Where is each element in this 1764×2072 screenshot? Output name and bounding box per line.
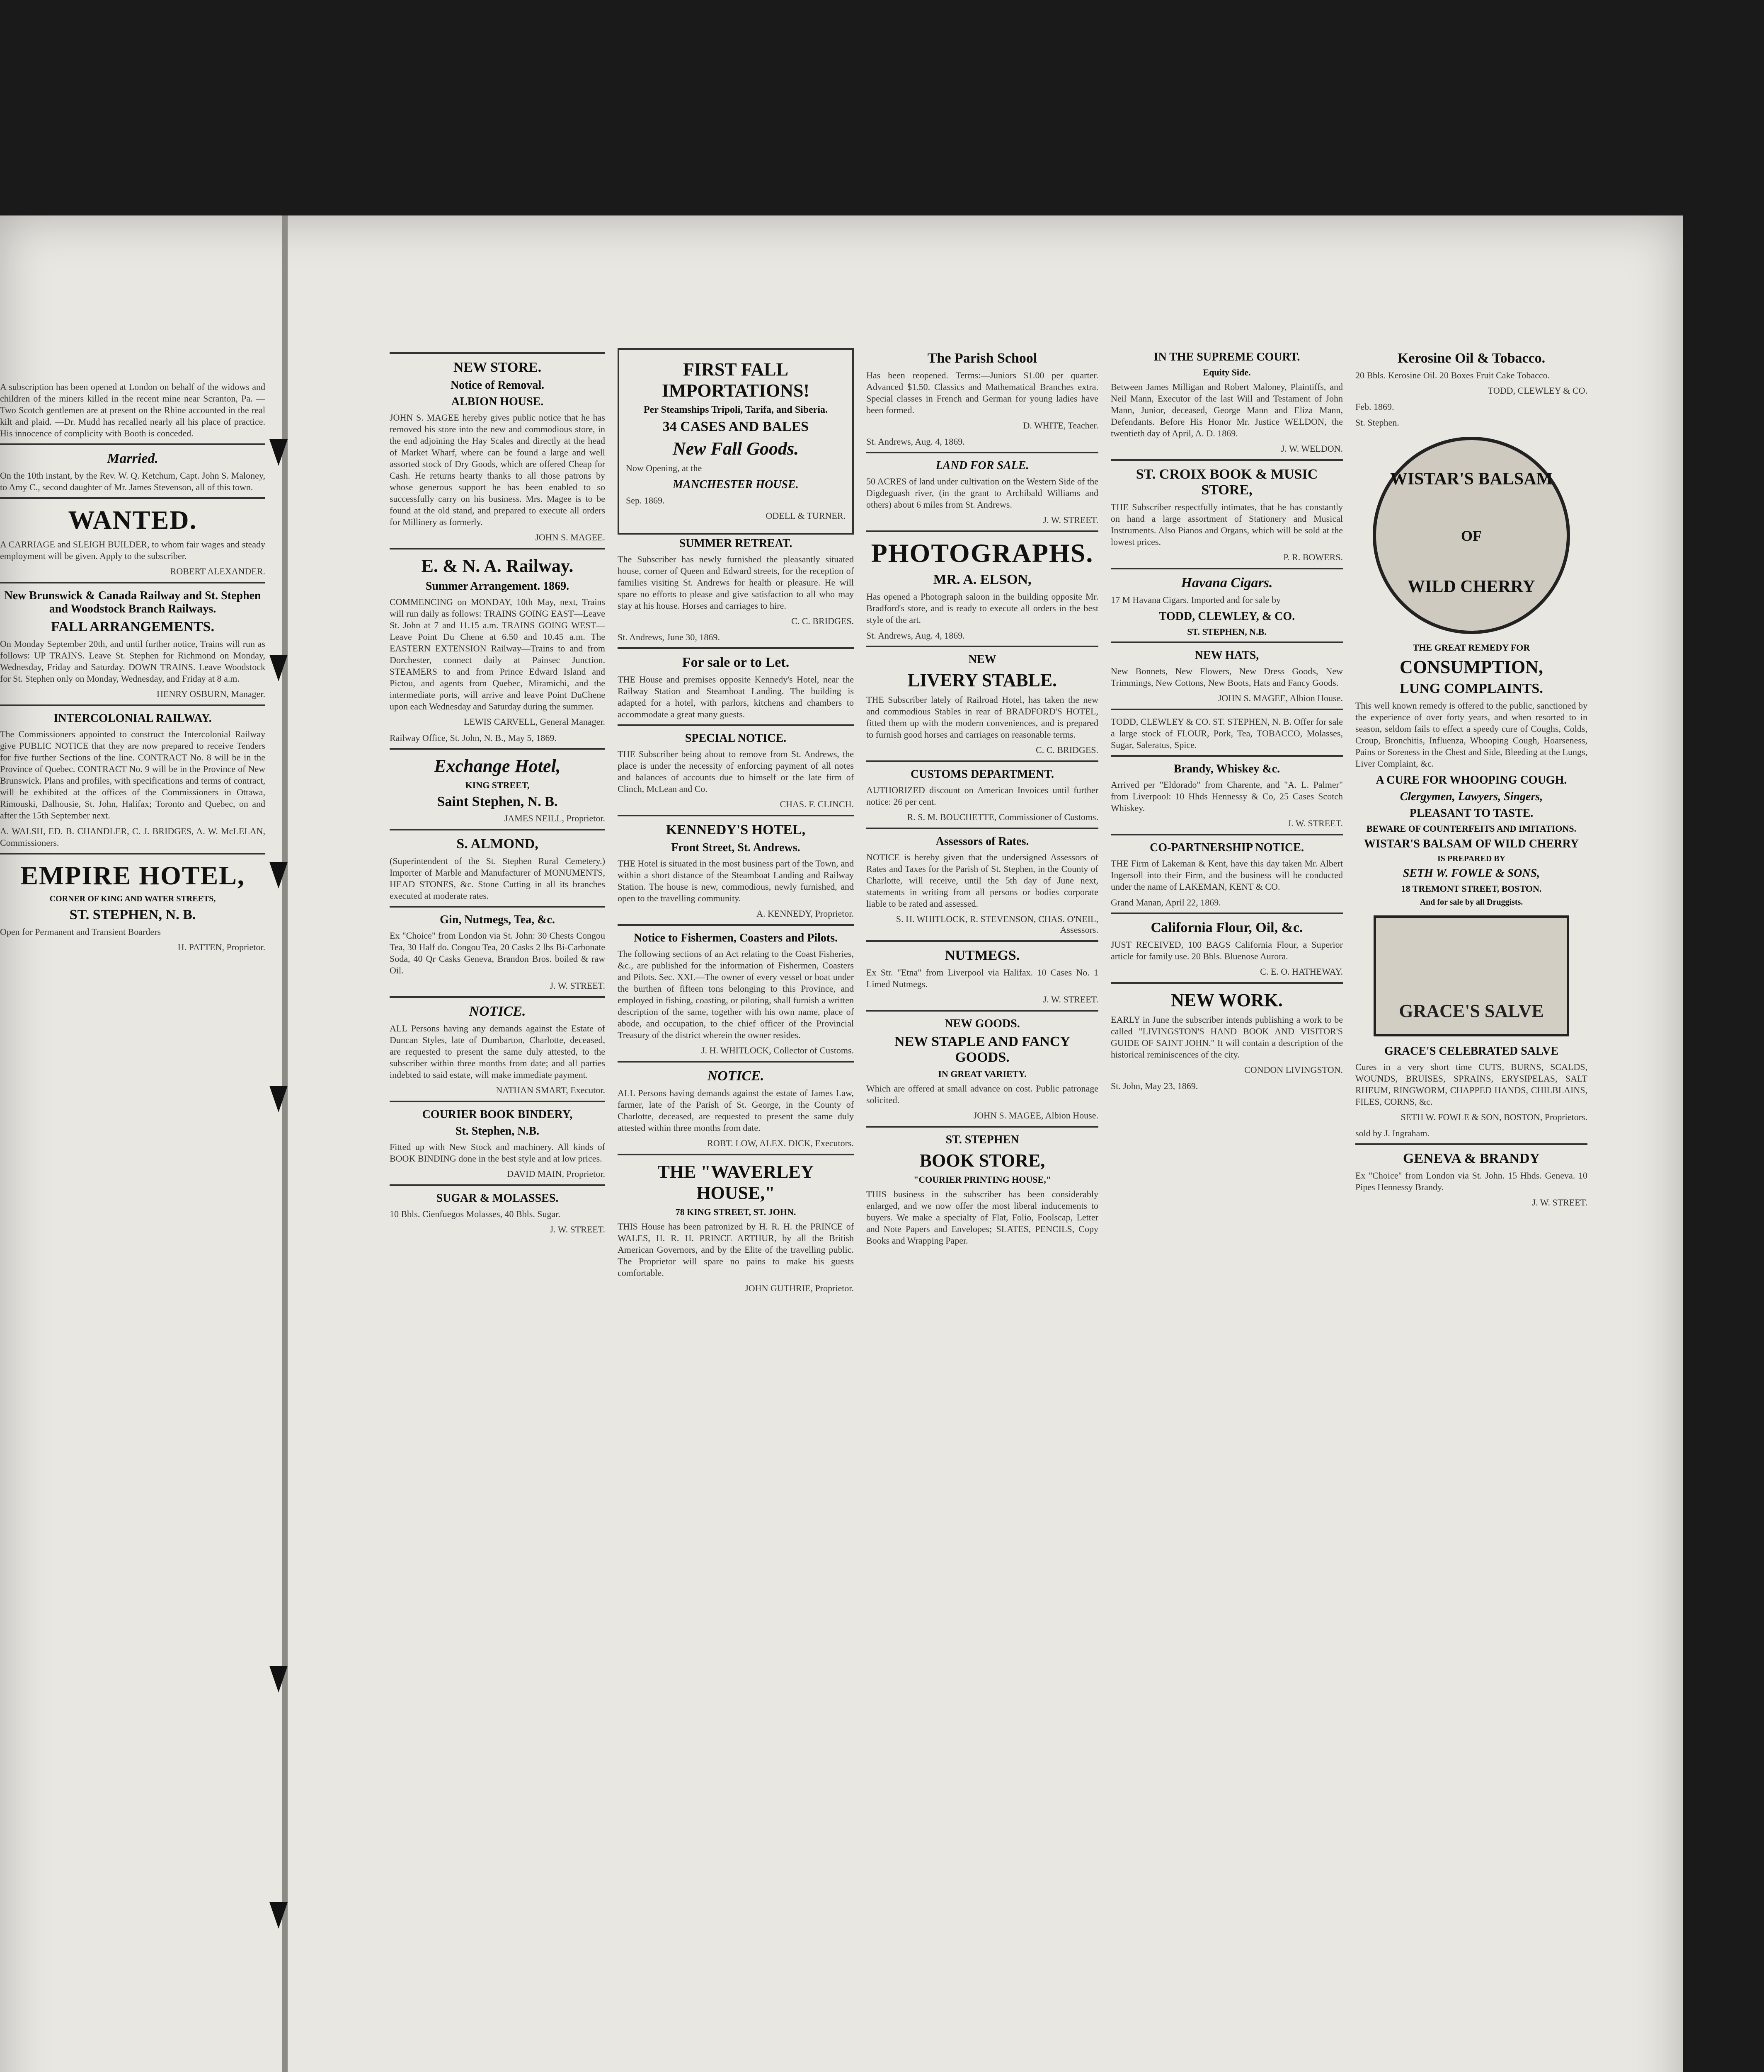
column-rule bbox=[866, 452, 1098, 453]
new-hats-text: New Bonnets, New Flowers, New Dress Goods, New Trimmings, New Cottons, New Boots, Hats and Fancy Goods. bbox=[1111, 666, 1343, 688]
column-rule bbox=[1111, 709, 1343, 710]
column-rule bbox=[618, 1154, 854, 1155]
column-rule bbox=[0, 853, 265, 854]
supreme-court-signature: J. W. WELDON. bbox=[1281, 443, 1343, 454]
supreme-court-text: Between James Milligan and Robert Maloney, Plaintiffs, and Neil Mann, Executor of the last Will and Testament of John Mann, Junior, deceased, George Mann and Eliza Mann, Defendants. Before His Honor Mr. Justice WELDON, the twentieth day of April, A. D. 1869. bbox=[1111, 382, 1343, 438]
lung-complaints-heading: LUNG COMPLAINTS. bbox=[1400, 681, 1543, 696]
fishermen-text: The following sections of an Act relating to the Coast Fisheries, &c., are published for the information of Fishermen, Coasters and Pilots. Sec. XXI.—The owner of every vessel or boat under the burthen of fifteen tons belonging to this Province, and employed in fishing, coasting, or piloting, shall furnish a written description of the same, together with his own name, place of abode, and occupation, to the chief officer of the Provincial Treasury of the district wherein the owner resides. bbox=[618, 949, 854, 1040]
commissioners-text: A. WALSH, ED. B. CHANDLER, C. J. BRIDGES, A. W. McLELAN, Commissioners. bbox=[0, 826, 265, 848]
waverley-house-address: 78 KING STREET, ST. JOHN. bbox=[675, 1207, 796, 1217]
wistar-medallion-top: WISTAR'S BALSAM bbox=[1390, 470, 1553, 489]
column-rule bbox=[866, 760, 1098, 762]
california-flour-signature: C. E. O. HATHEWAY. bbox=[1260, 966, 1343, 977]
notice-2-text: ALL Persons having demands against the estate of James Law, farmer, late of the Parish of St. George, in the County of Charlotte, deceased, are requested to present the same duly attested within three months from date. bbox=[618, 1088, 854, 1133]
salve-heading: GRACE'S CELEBRATED SALVE bbox=[1384, 1045, 1559, 1058]
albion-house-heading: ALBION HOUSE. bbox=[451, 395, 544, 408]
wistar-balsam-medallion bbox=[1373, 437, 1570, 634]
new-goods-heading: NEW GOODS. bbox=[945, 1017, 1020, 1030]
fowle-sale: And for sale by all Druggists. bbox=[1420, 898, 1523, 907]
st-croix-heading: ST. CROIX BOOK & MUSIC STORE, bbox=[1136, 467, 1318, 498]
photographer-name: MR. A. ELSON, bbox=[933, 572, 1032, 587]
empire-hotel-address: CORNER OF KING AND WATER STREETS, bbox=[49, 894, 216, 903]
salve-text: Cures in a very short time CUTS, BURNS, SCALDS, WOUNDS, BRUISES, SPRAINS, ERYSIPELAS, SALT RHEUM, RINGWORM, CHAPPED HANDS, CHILBLAINS, FILES, CORNS, &c. bbox=[1355, 1062, 1587, 1107]
wanted-text: A CARRIAGE and SLEIGH BUILDER, to whom fair wages and steady employment will be given. Apply to the subscriber. bbox=[0, 539, 265, 561]
customs-signature: R. S. M. BOUCHETTE, Commissioner of Customs. bbox=[907, 812, 1098, 822]
havana-cigars-city: ST. STEPHEN, N.B. bbox=[1187, 627, 1267, 637]
column-rule bbox=[390, 748, 605, 750]
new-work-signature: CONDON LIVINGSTON. bbox=[1244, 1065, 1343, 1075]
land-for-sale-heading: LAND FOR SALE. bbox=[935, 459, 1029, 472]
havana-cigars-text: 17 M Havana Cigars. Imported and for sale by bbox=[1111, 595, 1281, 605]
land-for-sale-signature: J. W. STREET. bbox=[1043, 515, 1098, 525]
column-rule bbox=[1111, 982, 1343, 984]
notice-signature: NATHAN SMART, Executor. bbox=[496, 1085, 605, 1095]
fancy-goods-sub: IN GREAT VARIETY. bbox=[938, 1069, 1027, 1079]
fancy-goods-signature: JOHN S. MAGEE, Albion House. bbox=[973, 1110, 1098, 1121]
column-rule bbox=[1111, 834, 1343, 835]
page-gutter bbox=[282, 215, 288, 2072]
copartnership-date: Grand Manan, April 22, 1869. bbox=[1111, 897, 1221, 908]
steamships-line: Per Steamships Tripoli, Tarifa, and Siberia. bbox=[643, 404, 828, 415]
new-work-text: EARLY in June the subscriber intends publishing a work to be called "LIVINGSTON'S HAND BOOK AND VISITOR'S GUIDE OF SAINT JOHN." It will contain a description of the historical reminiscences of the city. bbox=[1111, 1014, 1343, 1060]
sugar-text: 10 Bbls. Cienfuegos Molasses, 40 Bbls. Sugar. bbox=[390, 1209, 560, 1219]
almond-text: (Superintendent of the St. Stephen Rural Cemetery.) Importer of Marble and Manufacturer of MONUMENTS, HEAD STONES, &c. Stone Cutting in all its branches executed at moderate rates. bbox=[390, 856, 605, 901]
summer-retreat-signature: C. C. BRIDGES. bbox=[791, 616, 854, 626]
column-rule bbox=[618, 724, 854, 726]
fishermen-heading: Notice to Fishermen, Coasters and Pilots. bbox=[633, 932, 838, 944]
fall-importations-ad bbox=[618, 348, 854, 535]
left-page-column bbox=[0, 381, 265, 2072]
intercolonial-heading: INTERCOLONIAL RAILWAY. bbox=[53, 712, 212, 725]
new-hats-signature: JOHN S. MAGEE, Albion House. bbox=[1218, 693, 1343, 703]
married-heading: Married. bbox=[107, 451, 158, 466]
column-4 bbox=[1111, 348, 1343, 2072]
waverley-house-heading: THE "WAVERLEY HOUSE," bbox=[657, 1162, 814, 1203]
column-rule bbox=[0, 443, 265, 445]
assessors-signature: S. H. WHITLOCK, R. STEVENSON, CHAS. O'NEIL, Assessors. bbox=[896, 914, 1098, 935]
assessors-heading: Assessors of Rates. bbox=[935, 835, 1029, 848]
column-rule bbox=[1111, 913, 1343, 914]
wistar-name-line: WISTAR'S BALSAM OF WILD CHERRY bbox=[1364, 838, 1579, 850]
nutmegs-heading: NUTMEGS. bbox=[945, 948, 1020, 963]
bindery-signature: DAVID MAIN, Proprietor. bbox=[507, 1169, 605, 1179]
fishermen-signature: J. H. WHITLOCK, Collector of Customs. bbox=[701, 1045, 854, 1055]
notice-text: ALL Persons having any demands against the Estate of Duncan Styles, late of Dumbarton, Charlotte, deceased, are requested to present the same duly attested, to the subscriber within three months from date; and all parties indebted to said estate, will make immediate payment. bbox=[390, 1023, 605, 1080]
graces-salve-illustration bbox=[1374, 915, 1569, 1036]
bindery-heading: COURIER BOOK BINDERY, bbox=[422, 1108, 573, 1121]
flour-text: TODD, CLEWLEY & CO. ST. STEPHEN, N. B. Offer for sale a large stock of FLOUR, Pork, Tea, TOBACCO, Molasses, Sugar, Saleratus, Spice. bbox=[1111, 716, 1343, 750]
land-for-sale-text: 50 ACRES of land under cultivation on the Western Side of the Digdeguash river, (in the grant to Archibald Williams and others) about 6 miles from St. Andrews. bbox=[866, 476, 1098, 510]
gin-text: Ex "Choice" from London via St. John: 30 Chests Congou Tea, 30 Half do. Congou Tea, 20 Casks 2 lbs Bi-Carbonate Soda, 40 Qr Casks Geneva, Brandon Bros. boiled & raw Oil. bbox=[390, 930, 605, 975]
geneva-heading: GENEVA & BRANDY bbox=[1403, 1151, 1540, 1166]
kennedys-hotel-heading: KENNEDY'S HOTEL, bbox=[666, 822, 806, 838]
supreme-court-sub: Equity Side. bbox=[1203, 367, 1251, 378]
sugar-signature: J. W. STREET. bbox=[550, 1224, 605, 1234]
en-railway-text: COMMENCING on MONDAY, 10th May, next, Trains will run daily as follows: TRAINS GOING EAST—Leave St. John at 7 and 11.15 a.m. TRAINS GOING WEST—Leave Point Du Chene at 6.50 and 10.45 a.m. The EASTERN EXTENSION Railway—Trains to and from Dorchester, connect daily at Painsec Junction. STEAMERS to and from Prince Edward Island and Pictou, and agents from Quebec, Miramichi, and the intermediate ports, will arrive and leave Point DuChene upon each Wednesday and Saturday during the summer. bbox=[390, 597, 605, 712]
livery-stable-text: THE Subscriber lately of Railroad Hotel, has taken the new and commodious Stables in rear of BRADFORD'S HOTEL, fitted them up with the modern conveniences, and is prepared to furnish good horses and carriages on reasonable terms. bbox=[866, 695, 1098, 740]
remedy-line: THE GREAT REMEDY FOR bbox=[1413, 642, 1530, 653]
exchange-hotel-city: Saint Stephen, N. B. bbox=[437, 794, 558, 809]
column-3 bbox=[866, 348, 1098, 2072]
column-rule bbox=[390, 996, 605, 998]
wanted-signature: ROBERT ALEXANDER. bbox=[170, 566, 265, 576]
en-railway-heading: E. & N. A. Railway. bbox=[421, 556, 574, 576]
now-opening: Now Opening, at the bbox=[626, 463, 702, 473]
for-sale-heading: For sale or to Let. bbox=[682, 655, 790, 670]
kennedys-hotel-text: THE Hotel is situated in the most business part of the Town, and within a short distance of the Steamboat Landing and Railway Station. The house is new, commodious, newly furnished, and open to the travelling community. bbox=[618, 858, 854, 903]
livery-stable-signature: C. C. BRIDGES. bbox=[1036, 745, 1098, 755]
fall-arrangements-heading: FALL ARRANGEMENTS. bbox=[51, 619, 215, 634]
livery-stable-heading: LIVERY STABLE. bbox=[907, 670, 1057, 690]
fall-date: Sep. 1869. bbox=[626, 495, 665, 506]
geneva-text: Ex "Choice" from London via St. John. 15 Hhds. Geneva. 10 Pipes Hennessy Brandy. bbox=[1355, 1170, 1587, 1192]
fall-importations-heading: FIRST FALL IMPORTATIONS! bbox=[662, 359, 810, 401]
wistar-medallion-bottom: WILD CHERRY bbox=[1408, 577, 1535, 596]
kerosine-signature: TODD, CLEWLEY & CO. bbox=[1488, 385, 1587, 396]
clergymen-heading: Clergymen, Lawyers, Singers, bbox=[1400, 790, 1543, 803]
kennedys-hotel-street: Front Street, St. Andrews. bbox=[671, 841, 800, 854]
en-railway-signature: LEWIS CARVELL, General Manager. bbox=[464, 716, 605, 727]
havana-cigars-heading: Havana Cigars. bbox=[1181, 575, 1273, 591]
column-rule bbox=[618, 647, 854, 649]
manchester-house: MANCHESTER HOUSE. bbox=[673, 478, 799, 491]
kerosine-heading: Kerosine Oil & Tobacco. bbox=[1397, 351, 1546, 366]
gin-signature: J. W. STREET. bbox=[550, 980, 605, 991]
column-5 bbox=[1355, 348, 1587, 2072]
book-store-sub: "COURIER PRINTING HOUSE," bbox=[914, 1174, 1051, 1185]
parish-school-date: St. Andrews, Aug. 4, 1869. bbox=[866, 436, 965, 447]
photographs-heading: PHOTOGRAPHS. bbox=[871, 538, 1094, 568]
column-rule bbox=[390, 352, 605, 354]
special-notice-text: THE Subscriber being about to remove from St. Andrews, the place is under the necessity of enforcing payment of all notes and balances of accounts due to himself or the late firm of Clinch, McLean and Co. bbox=[618, 749, 854, 794]
column-rule bbox=[618, 924, 854, 926]
kerosine-text: 20 Bbls. Kerosine Oil. 20 Boxes Fruit Cake Tobacco. bbox=[1355, 370, 1550, 380]
for-sale-text: THE House and premises opposite Kennedy's Hotel, near the Railway Station and Steamboat Landing. The building is adapted for a hotel, with parlors, kitchens and chambers to accommodate a great many guests. bbox=[618, 674, 854, 719]
kennedys-hotel-signature: A. KENNEDY, Proprietor. bbox=[756, 908, 854, 919]
customs-heading: CUSTOMS DEPARTMENT. bbox=[911, 768, 1054, 781]
new-hats-heading: NEW HATS, bbox=[1195, 649, 1259, 662]
special-notice-heading: SPECIAL NOTICE. bbox=[685, 732, 787, 745]
empire-hotel-city: ST. STEPHEN, N. B. bbox=[69, 907, 196, 922]
nutmegs-text: Ex Str. "Etna" from Liverpool via Halifax. 10 Cases No. 1 Limed Nutmegs. bbox=[866, 967, 1098, 989]
cases-line: 34 CASES AND BALES bbox=[662, 419, 809, 434]
photographs-date: St. Andrews, Aug. 4, 1869. bbox=[866, 630, 965, 641]
column-rule bbox=[866, 530, 1098, 532]
nutmegs-signature: J. W. STREET. bbox=[1043, 994, 1098, 1005]
brandy-text: Arrived per "Eldorado" from Charente, and "A. L. Palmer" from Liverpool: 10 Hhds Hennessy & Co, 25 Cases Scotch Whiskey. bbox=[1111, 779, 1343, 813]
salve-signature: SETH W. FOWLE & SON, BOSTON, Proprietors. bbox=[1401, 1112, 1587, 1122]
st-croix-text: THE Subscriber respectfully intimates, that he has constantly on hand a large assortment of Stationery and Musical Instruments. Also Pianos and Organs, which will be sold at the lowest prices. bbox=[1111, 502, 1343, 547]
column-rule bbox=[0, 704, 265, 706]
column-rule bbox=[390, 829, 605, 830]
parish-school-signature: D. WHITE, Teacher. bbox=[1023, 420, 1098, 431]
parish-school-text: Has been reopened. Terms:—Juniors $1.00 per quarter. Advanced $1.50. Classics and Mathematical Branches extra. Special classes in French and German for young ladies have been formed. bbox=[866, 370, 1098, 415]
book-store-heading: BOOK STORE, bbox=[919, 1150, 1045, 1171]
notice-heading: NOTICE. bbox=[469, 1004, 526, 1019]
graces-salve-label: GRACE'S SALVE bbox=[1399, 1001, 1544, 1021]
column-rule bbox=[866, 646, 1098, 647]
column-1 bbox=[390, 348, 605, 2072]
bindery-text: Fitted up with New Stock and machinery. All kinds of BOOK BINDING done in the best style and at low prices. bbox=[390, 1142, 605, 1164]
california-flour-heading: California Flour, Oil, &c. bbox=[1151, 920, 1303, 935]
ingraham-line: sold by J. Ingraham. bbox=[1355, 1128, 1430, 1138]
column-rule bbox=[0, 497, 265, 499]
book-store-city: ST. STEPHEN bbox=[945, 1133, 1019, 1146]
photographs-text: Has opened a Photograph saloon in the building opposite Mr. Bradford's store, and is ready to execute all orders in the best style of the art. bbox=[866, 591, 1098, 625]
notice-2-signature: ROBT. LOW, ALEX. DICK, Executors. bbox=[707, 1138, 854, 1148]
summer-retreat-date: St. Andrews, June 30, 1869. bbox=[618, 632, 720, 642]
fancy-goods-heading: NEW STAPLE AND FANCY GOODS. bbox=[894, 1034, 1071, 1065]
customs-text: AUTHORIZED discount on American Invoices until further notice: 26 per cent. bbox=[866, 785, 1098, 807]
parish-school-heading: The Parish School bbox=[927, 351, 1037, 366]
bindery-city: St. Stephen, N.B. bbox=[455, 1125, 540, 1138]
california-flour-text: JUST RECEIVED, 100 BAGS California Flour, a Superior article for family use. 20 Bbls. Bluenose Aurora. bbox=[1111, 939, 1343, 961]
wistar-medallion-mid: OF bbox=[1461, 528, 1482, 544]
special-notice-signature: CHAS. F. CLINCH. bbox=[780, 799, 854, 809]
waverley-house-signature: JOHN GUTHRIE, Proprietor. bbox=[745, 1283, 854, 1293]
removal-text: JOHN S. MAGEE hereby gives public notice that he has removed his store into the new and commodious store, in the end adjoining the Hay Scales and directly at the head of Market Wharf, where can be found a large and well assorted stock of Dry Goods, which are offered Cheap for Cash. He returns hearty thanks to all those patrons by whose generous support he has been enabled to so successfully carry on his business. Mrs. Magee is to be found at the old stand, and prepared to execute all orders for Millinery as formerly. bbox=[390, 412, 605, 527]
gin-heading: Gin, Nutmegs, Tea, &c. bbox=[440, 913, 555, 926]
copartnership-heading: CO-PARTNERSHIP NOTICE. bbox=[1150, 841, 1304, 854]
wanted-heading: WANTED. bbox=[68, 505, 197, 535]
new-fall-goods: New Fall Goods. bbox=[672, 438, 799, 459]
new-store-heading: NEW STORE. bbox=[453, 360, 542, 375]
column-rule bbox=[866, 940, 1098, 942]
railway-heading: New Brunswick & Canada Railway and St. Stephen and Woodstock Branch Railways. bbox=[4, 589, 261, 615]
st-croix-signature: P. R. BOWERS. bbox=[1283, 552, 1343, 562]
column-rule bbox=[618, 815, 854, 816]
exchange-hotel-signature: JAMES NEILL, Proprietor. bbox=[504, 813, 605, 823]
column-rule bbox=[390, 1101, 605, 1102]
summer-arrangement-heading: Summer Arrangement. 1869. bbox=[425, 580, 569, 593]
column-rule bbox=[866, 1126, 1098, 1128]
en-railway-date: Railway Office, St. John, N. B., May 5, 1869. bbox=[390, 733, 557, 743]
removal-heading: Notice of Removal. bbox=[450, 379, 545, 392]
married-text: On the 10th instant, by the Rev. W. Q. Ketchum, Capt. John S. Maloney, to Amy C., second daughter of Mr. James Stevenson, all of this town. bbox=[0, 470, 265, 492]
whooping-cough-heading: A CURE FOR WHOOPING COUGH. bbox=[1376, 774, 1567, 787]
new-work-heading: NEW WORK. bbox=[1171, 990, 1283, 1010]
beware-line: BEWARE OF COUNTERFEITS AND IMITATIONS. bbox=[1366, 823, 1577, 834]
kerosine-date: Feb. 1869. bbox=[1355, 402, 1394, 412]
column-rule bbox=[1111, 459, 1343, 461]
brandy-heading: Brandy, Whiskey &c. bbox=[1173, 762, 1280, 775]
summer-retreat-text: The Subscriber has newly furnished the pleasantly situated house, corner of Queen and Edward streets, for the reception of families visiting St. Andrews for health or pleasure. He will spare no efforts to please and give satisfaction to all who may stay at his house. Horses and carriages to hire. bbox=[618, 554, 854, 611]
fall-signature: HENRY OSBURN, Manager. bbox=[157, 689, 265, 699]
book-store-text: THIS business in the subscriber has been considerably enlarged, and we now offer the most liberal inducements to buyers. We make a specialty of Flat, Folio, Foolscap, Letter and Note Papers and Envelopes; SLATES, PENCILS, Copy Books and Wrapping Paper. bbox=[866, 1189, 1098, 1246]
column-rule bbox=[866, 828, 1098, 829]
brandy-signature: J. W. STREET. bbox=[1287, 818, 1343, 828]
fancy-goods-text: Which are offered at small advance on cost. Public patronage solicited. bbox=[866, 1083, 1098, 1105]
fall-signature: ODELL & TURNER. bbox=[766, 511, 846, 521]
supreme-court-heading: IN THE SUPREME COURT. bbox=[1153, 351, 1300, 363]
sugar-heading: SUGAR & MOLASSES. bbox=[436, 1192, 559, 1205]
column-rule bbox=[1355, 1143, 1587, 1145]
empire-hotel-text: Open for Permanent and Transient Boarders bbox=[0, 927, 161, 937]
consumption-heading: CONSUMPTION, bbox=[1400, 657, 1543, 677]
column-rule bbox=[618, 1061, 854, 1063]
empire-hotel-signature: H. PATTEN, Proprietor. bbox=[177, 942, 265, 952]
exchange-hotel-street: KING STREET, bbox=[465, 780, 530, 790]
column-rule bbox=[0, 582, 265, 583]
column-rule bbox=[390, 1184, 605, 1186]
assessors-text: NOTICE is hereby given that the undersigned Assessors of Rates and Taxes for the Parish of St. Stephen, in the County of Charlotte, will receive, until the 5th day of June next, statements in writing from all persons or bodies corporate liable to be rated and assessed. bbox=[866, 852, 1098, 909]
intercolonial-text: The Commissioners appointed to construct the Intercolonial Railway give PUBLIC NOTICE that they are now prepared to receive Tenders for five further Sections of the line. CONTRACT No. 8 will be in the Province of Quebec. CONTRACT No. 9 will be in the Province of New Brunswick. Plans and profiles, with specifications and terms of contract, will be exhibited at the offices of the Commissioners in Ottawa, Rimouski, Dalhousie, St. John, Halifax; Toronto and Quebec, on and after the 15th September next. bbox=[0, 729, 265, 821]
almond-heading: S. ALMOND, bbox=[456, 836, 538, 852]
wistar-text: This well known remedy is offered to the public, sanctioned by the experience of over forty years, and when resorted to in season, seldom fails to effect a speedy cure of Coughs, Colds, Croup, Bronchitis, Influenza, Whooping Cough, Hoarseness, Pains or Soreness in the Chest and Side, Bleeding at the Lungs, Liver Complaint, &c. bbox=[1355, 700, 1587, 769]
column-rule bbox=[1111, 568, 1343, 569]
waverley-house-text: THIS House has been patronized by H. R. H. the PRINCE of WALES, H. R. H. PRINCE ARTHUR, by all the British American Governors, and by the Elite of the travelling public. The Proprietor will spare no pains to make his guests comfortable. bbox=[618, 1221, 854, 1278]
column-rule bbox=[1111, 755, 1343, 757]
notice-2-heading: NOTICE. bbox=[707, 1068, 764, 1084]
exchange-hotel-heading: Exchange Hotel, bbox=[434, 756, 561, 776]
fall-arrangements-text: On Monday September 20th, and until further notice, Trains will run as follows: UP TRAINS. Leave St. Stephen for Richmond on Monday, Wednesday, Friday and Saturday. DOWN TRAINS. Leave Woodstock for St. Stephen only on Monday, Wednesday, and Friday at 8 a.m. bbox=[0, 639, 265, 684]
newspaper-page bbox=[0, 215, 1683, 2072]
column-rule bbox=[390, 906, 605, 908]
column-rule bbox=[1111, 641, 1343, 643]
column-rule bbox=[390, 548, 605, 549]
removal-signature: JOHN S. MAGEE. bbox=[535, 532, 605, 542]
empire-hotel-heading: EMPIRE HOTEL, bbox=[20, 861, 245, 890]
copartnership-text: THE Firm of Lakeman & Kent, have this day taken Mr. Albert Ingersoll into their Firm, and the business will be conducted under the name of LAKEMAN, KENT & CO. bbox=[1111, 858, 1343, 892]
news-text: A subscription has been opened at London on behalf of the widows and children of the miners killed in the recent mine near Scranton, Pa. —Two Scotch gentlemen are at present on the Rhine accounted in the real kilt and plaid. —Dr. Mudd has recalled nearly all his place of practice. His innocence of complicity with Booth is conceded. bbox=[0, 382, 265, 438]
fowle-address: 18 TREMONT STREET, BOSTON. bbox=[1401, 884, 1542, 894]
column-rule bbox=[866, 1010, 1098, 1012]
kerosine-city: St. Stephen. bbox=[1355, 417, 1399, 428]
livery-new: NEW bbox=[968, 653, 996, 666]
pleasant-heading: PLEASANT TO TASTE. bbox=[1409, 807, 1534, 820]
prepared-line: IS PREPARED BY bbox=[1437, 854, 1506, 863]
new-work-date: St. John, May 23, 1869. bbox=[1111, 1081, 1198, 1091]
summer-retreat-heading: SUMMER RETREAT. bbox=[679, 537, 792, 550]
column-2 bbox=[618, 348, 854, 2072]
fowle-line: SETH W. FOWLE & SONS, bbox=[1403, 867, 1540, 880]
geneva-signature: J. W. STREET. bbox=[1532, 1197, 1587, 1208]
havana-cigars-signature: TODD, CLEWLEY, & CO. bbox=[1158, 610, 1295, 623]
